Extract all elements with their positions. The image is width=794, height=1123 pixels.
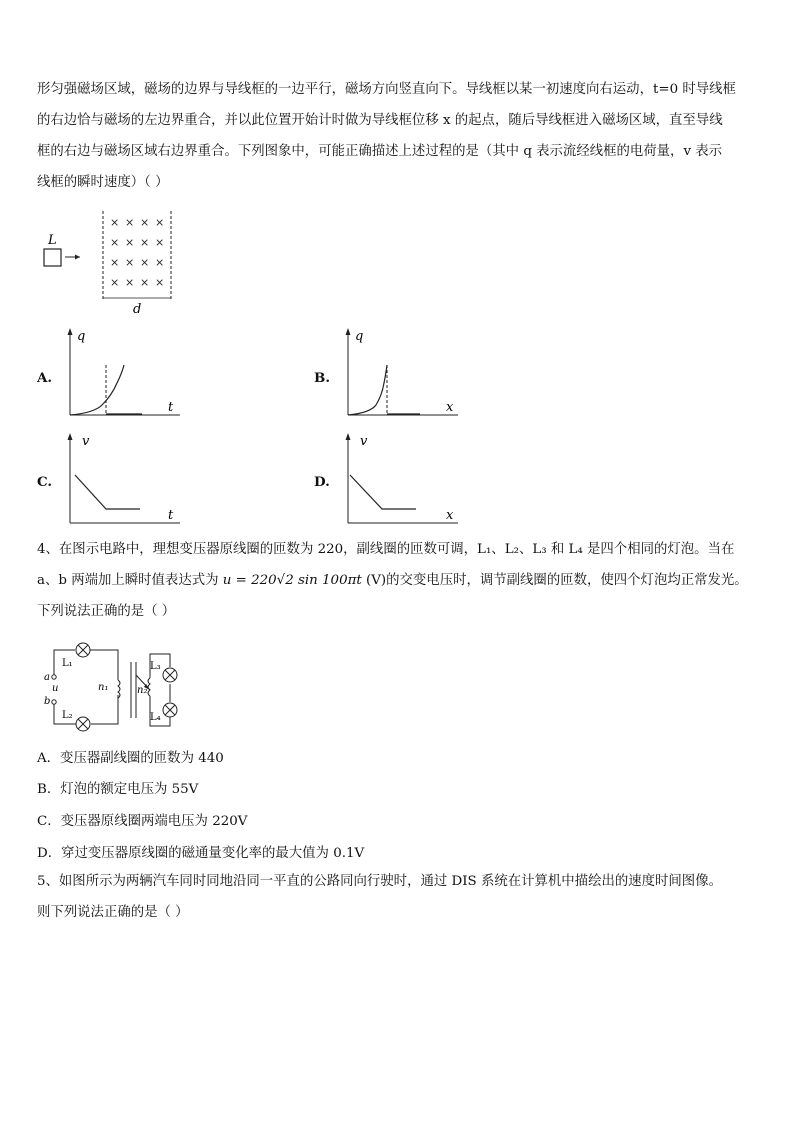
field-width-label: d (133, 302, 142, 317)
option-c-label: C. (37, 474, 53, 490)
q5-line-2: 则下列说法正确的是（ ） (37, 905, 189, 920)
field-cross-mark: × (155, 256, 165, 269)
q4-stem (37, 534, 759, 627)
transformer-circuit (40, 640, 200, 740)
q4-line-2 (37, 565, 759, 596)
field-cross-mark: × (110, 216, 120, 229)
field-cross-mark: × (110, 236, 120, 249)
label-l4: L₄ (150, 712, 161, 723)
q3-line-2: 的右边恰与磁场的左边界重合，并以此位置开始计时做为导线框位移 x 的起点，随后导线框进入磁场区域，直至导线 (37, 113, 723, 128)
q4-option-b: B．灯泡的额定电压为 55V (37, 782, 199, 797)
field-cross-mark: × (110, 276, 120, 289)
field-cross-mark: × (140, 216, 150, 229)
option-d-line (350, 475, 416, 509)
field-cross-mark: × (155, 216, 165, 229)
secondary-turns-label: n₂ (137, 685, 148, 696)
option-b-y-axis-label: q (355, 329, 364, 344)
primary-turns-label: n₁ (98, 682, 109, 693)
field-cross-marks (110, 216, 164, 289)
field-cross-mark: × (140, 236, 150, 249)
q5-line-1: 5、如图所示为两辆汽车同时同地沿同一平直的公路同向行驶时，通过 DIS 系统在计算机中描绘出的速度时间图像。 (37, 874, 722, 889)
option-a-label: A. (37, 370, 53, 386)
option-c-y-axis-label: v (82, 434, 90, 449)
option-a-y-axis-label: q (77, 329, 86, 344)
q4-line-3: 下列说法正确的是（ ） (37, 604, 176, 619)
coil-side-label: L (48, 233, 57, 248)
q4-option-c: C．变压器原线圈两端电压为 220V (37, 814, 248, 829)
voltage-u-label: u (52, 683, 59, 694)
q4-line-2-pre: a、b 两端加上瞬时值表达式为 (37, 573, 223, 588)
option-b-curve (348, 365, 387, 415)
label-l3: L₃ (150, 661, 161, 672)
q5-stem (37, 866, 759, 928)
label-l1: L₁ (62, 658, 73, 669)
option-a-x-axis-label: t (168, 400, 174, 415)
coil-square (44, 249, 61, 266)
option-c-line (75, 475, 140, 509)
label-l2: L₂ (62, 710, 73, 721)
field-cross-mark: × (110, 256, 120, 269)
magnetic-field-figure (36, 206, 186, 318)
option-a-curve (70, 365, 124, 415)
option-a-graph (62, 325, 192, 420)
option-b-graph (340, 325, 470, 420)
option-c-x-axis-label: t (168, 508, 174, 523)
field-cross-mark: × (140, 276, 150, 289)
q4-line-2-post: (V)的交变电压时，调节副线圈的匝数，使四个灯泡均正常发光。 (361, 573, 748, 588)
voltage-formula: u = 220√2 sin 100πt (222, 573, 362, 588)
option-b-label: B. (314, 370, 330, 386)
field-cross-mark: × (125, 256, 135, 269)
field-cross-mark: × (125, 216, 135, 229)
q4-line-1: 4、在图示电路中，理想变压器原线圈的匝数为 220，副线圈的匝数可调，L₁、L₂、L₃ 和 L₄ 是四个相同的灯泡。当在 (37, 542, 735, 557)
q3-line-3: 框的右边与磁场区域右边界重合。下列图象中，可能正确描述上述过程的是（其中 q 表示流经线框的电荷量，v 表示 (37, 144, 723, 159)
terminal-a-label: a (44, 672, 50, 683)
field-cross-mark: × (140, 256, 150, 269)
option-b-x-axis-label: x (446, 400, 454, 415)
q3-line-4: 线框的瞬时速度）（ ） (37, 175, 169, 190)
field-cross-mark: × (125, 236, 135, 249)
velocity-arrowhead (75, 255, 80, 260)
q4-option-d: D．穿过变压器原线圈的磁通量变化率的最大值为 0.1V (37, 846, 365, 861)
option-c-graph (62, 430, 192, 528)
option-d-x-axis-label: x (446, 508, 454, 523)
field-cross-mark: × (125, 276, 135, 289)
q3-line-1: 形匀强磁场区域，磁场的边界与导线框的一边平行，磁场方向竖直向下。导线框以某一初速度向右运动，t=0 时导线框 (37, 82, 736, 97)
option-d-label: D. (314, 474, 330, 490)
q3-stem (37, 74, 759, 198)
terminal-b-label: b (44, 696, 51, 707)
field-cross-mark: × (155, 276, 165, 289)
field-cross-mark: × (155, 236, 165, 249)
q4-option-a: A．变压器副线圈的匝数为 440 (37, 751, 224, 766)
option-d-y-axis-label: v (360, 434, 368, 449)
option-d-graph (340, 430, 470, 528)
